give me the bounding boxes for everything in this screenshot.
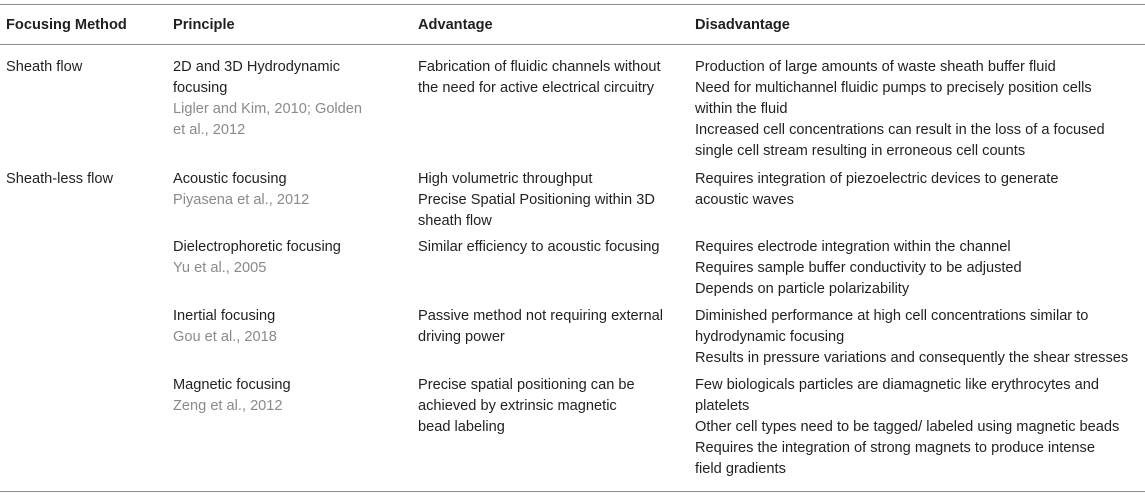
disadvantage-line: Few biologicals particles are diamagnetic like erythrocytes and xyxy=(695,377,1099,393)
row-magnetic-principle xyxy=(173,375,291,417)
advantage-line: sheath flow xyxy=(418,213,492,229)
row-dielectrophoretic-disadvantage xyxy=(695,237,1022,300)
disadvantage-line: Results in pressure variations and consequently the shear stresses xyxy=(695,350,1129,366)
disadvantage-line: Diminished performance at high cell concentrations similar to xyxy=(695,308,1089,324)
principle-line: Magnetic focusing xyxy=(173,377,291,393)
disadvantage-line: Production of large amounts of waste sheath buffer fluid xyxy=(695,59,1056,75)
row-sheath-flow-disadvantage xyxy=(695,57,1105,162)
advantage-line: High volumetric throughput xyxy=(418,171,593,187)
header-advantage: Advantage xyxy=(418,17,493,33)
reference-text: Piyasena et al., 2012 xyxy=(173,192,310,208)
advantage-line: driving power xyxy=(418,329,505,345)
disadvantage-line: Requires integration of piezoelectric devices to generate xyxy=(695,171,1059,187)
row-dielectrophoretic-advantage xyxy=(418,237,659,258)
disadvantage-line: Increased cell concentrations can result in the loss of a focused xyxy=(695,122,1105,138)
row-acoustic-principle xyxy=(173,169,309,211)
advantage-line: the need for active electrical circuitry xyxy=(418,80,655,96)
method-text: Sheath-less flow xyxy=(6,171,114,187)
disadvantage-line: acoustic waves xyxy=(695,192,794,208)
bottom-rule xyxy=(0,491,1145,492)
disadvantage-line: Requires the integration of strong magnets to produce intense xyxy=(695,440,1095,456)
reference-text: Gou et al., 2018 xyxy=(173,329,277,345)
method-text: Sheath flow xyxy=(6,59,83,75)
principle-line: Acoustic focusing xyxy=(173,171,287,187)
advantage-line: Precise Spatial Positioning within 3D xyxy=(418,192,655,208)
principle-line: Inertial focusing xyxy=(173,308,276,324)
disadvantage-line: hydrodynamic focusing xyxy=(695,329,845,345)
row-acoustic-advantage xyxy=(418,169,655,232)
header-rule xyxy=(0,44,1145,45)
reference-text: Ligler and Kim, 2010; Golden xyxy=(173,101,363,117)
row-sheath-flow-advantage xyxy=(418,57,661,99)
advantage-line: Fabrication of fluidic channels without xyxy=(418,59,661,75)
header-principle: Principle xyxy=(173,17,235,33)
row-inertial-advantage xyxy=(418,306,663,348)
advantage-line: bead labeling xyxy=(418,419,505,435)
row-acoustic-disadvantage xyxy=(695,169,1058,211)
row-dielectrophoretic-principle xyxy=(173,237,341,279)
disadvantage-line: Need for multichannel fluidic pumps to precisely position cells xyxy=(695,80,1092,96)
disadvantage-line: single cell stream resulting in erroneous cell counts xyxy=(695,143,1026,159)
row-magnetic-disadvantage xyxy=(695,375,1119,480)
principle-line: Dielectrophoretic focusing xyxy=(173,239,341,255)
advantage-line: achieved by extrinsic magnetic xyxy=(418,398,617,414)
top-rule xyxy=(0,4,1145,5)
disadvantage-line: Requires sample buffer conductivity to be adjusted xyxy=(695,260,1022,276)
disadvantage-line: Depends on particle polarizability xyxy=(695,281,910,297)
row-sheathless-flow-method xyxy=(6,169,113,190)
disadvantage-line: Requires electrode integration within the channel xyxy=(695,239,1011,255)
disadvantage-line: within the fluid xyxy=(695,101,788,117)
principle-line: 2D and 3D Hydrodynamic xyxy=(173,59,341,75)
header-focusing-method: Focusing Method xyxy=(6,17,127,33)
row-sheath-flow-principle xyxy=(173,57,362,141)
reference-text: Yu et al., 2005 xyxy=(173,260,267,276)
row-inertial-disadvantage xyxy=(695,306,1128,369)
disadvantage-line: Other cell types need to be tagged/ labeled using magnetic beads xyxy=(695,419,1120,435)
advantage-line: Passive method not requiring external xyxy=(418,308,663,324)
disadvantage-line: platelets xyxy=(695,398,750,414)
advantage-line: Precise spatial positioning can be xyxy=(418,377,635,393)
header-disadvantage: Disadvantage xyxy=(695,17,790,33)
reference-text: Zeng et al., 2012 xyxy=(173,398,283,414)
row-magnetic-advantage xyxy=(418,375,635,438)
advantage-line: Similar efficiency to acoustic focusing xyxy=(418,239,660,255)
row-inertial-principle xyxy=(173,306,277,348)
principle-line: focusing xyxy=(173,80,228,96)
disadvantage-line: field gradients xyxy=(695,461,786,477)
reference-text: et al., 2012 xyxy=(173,122,246,138)
row-sheath-flow-method xyxy=(6,57,82,78)
